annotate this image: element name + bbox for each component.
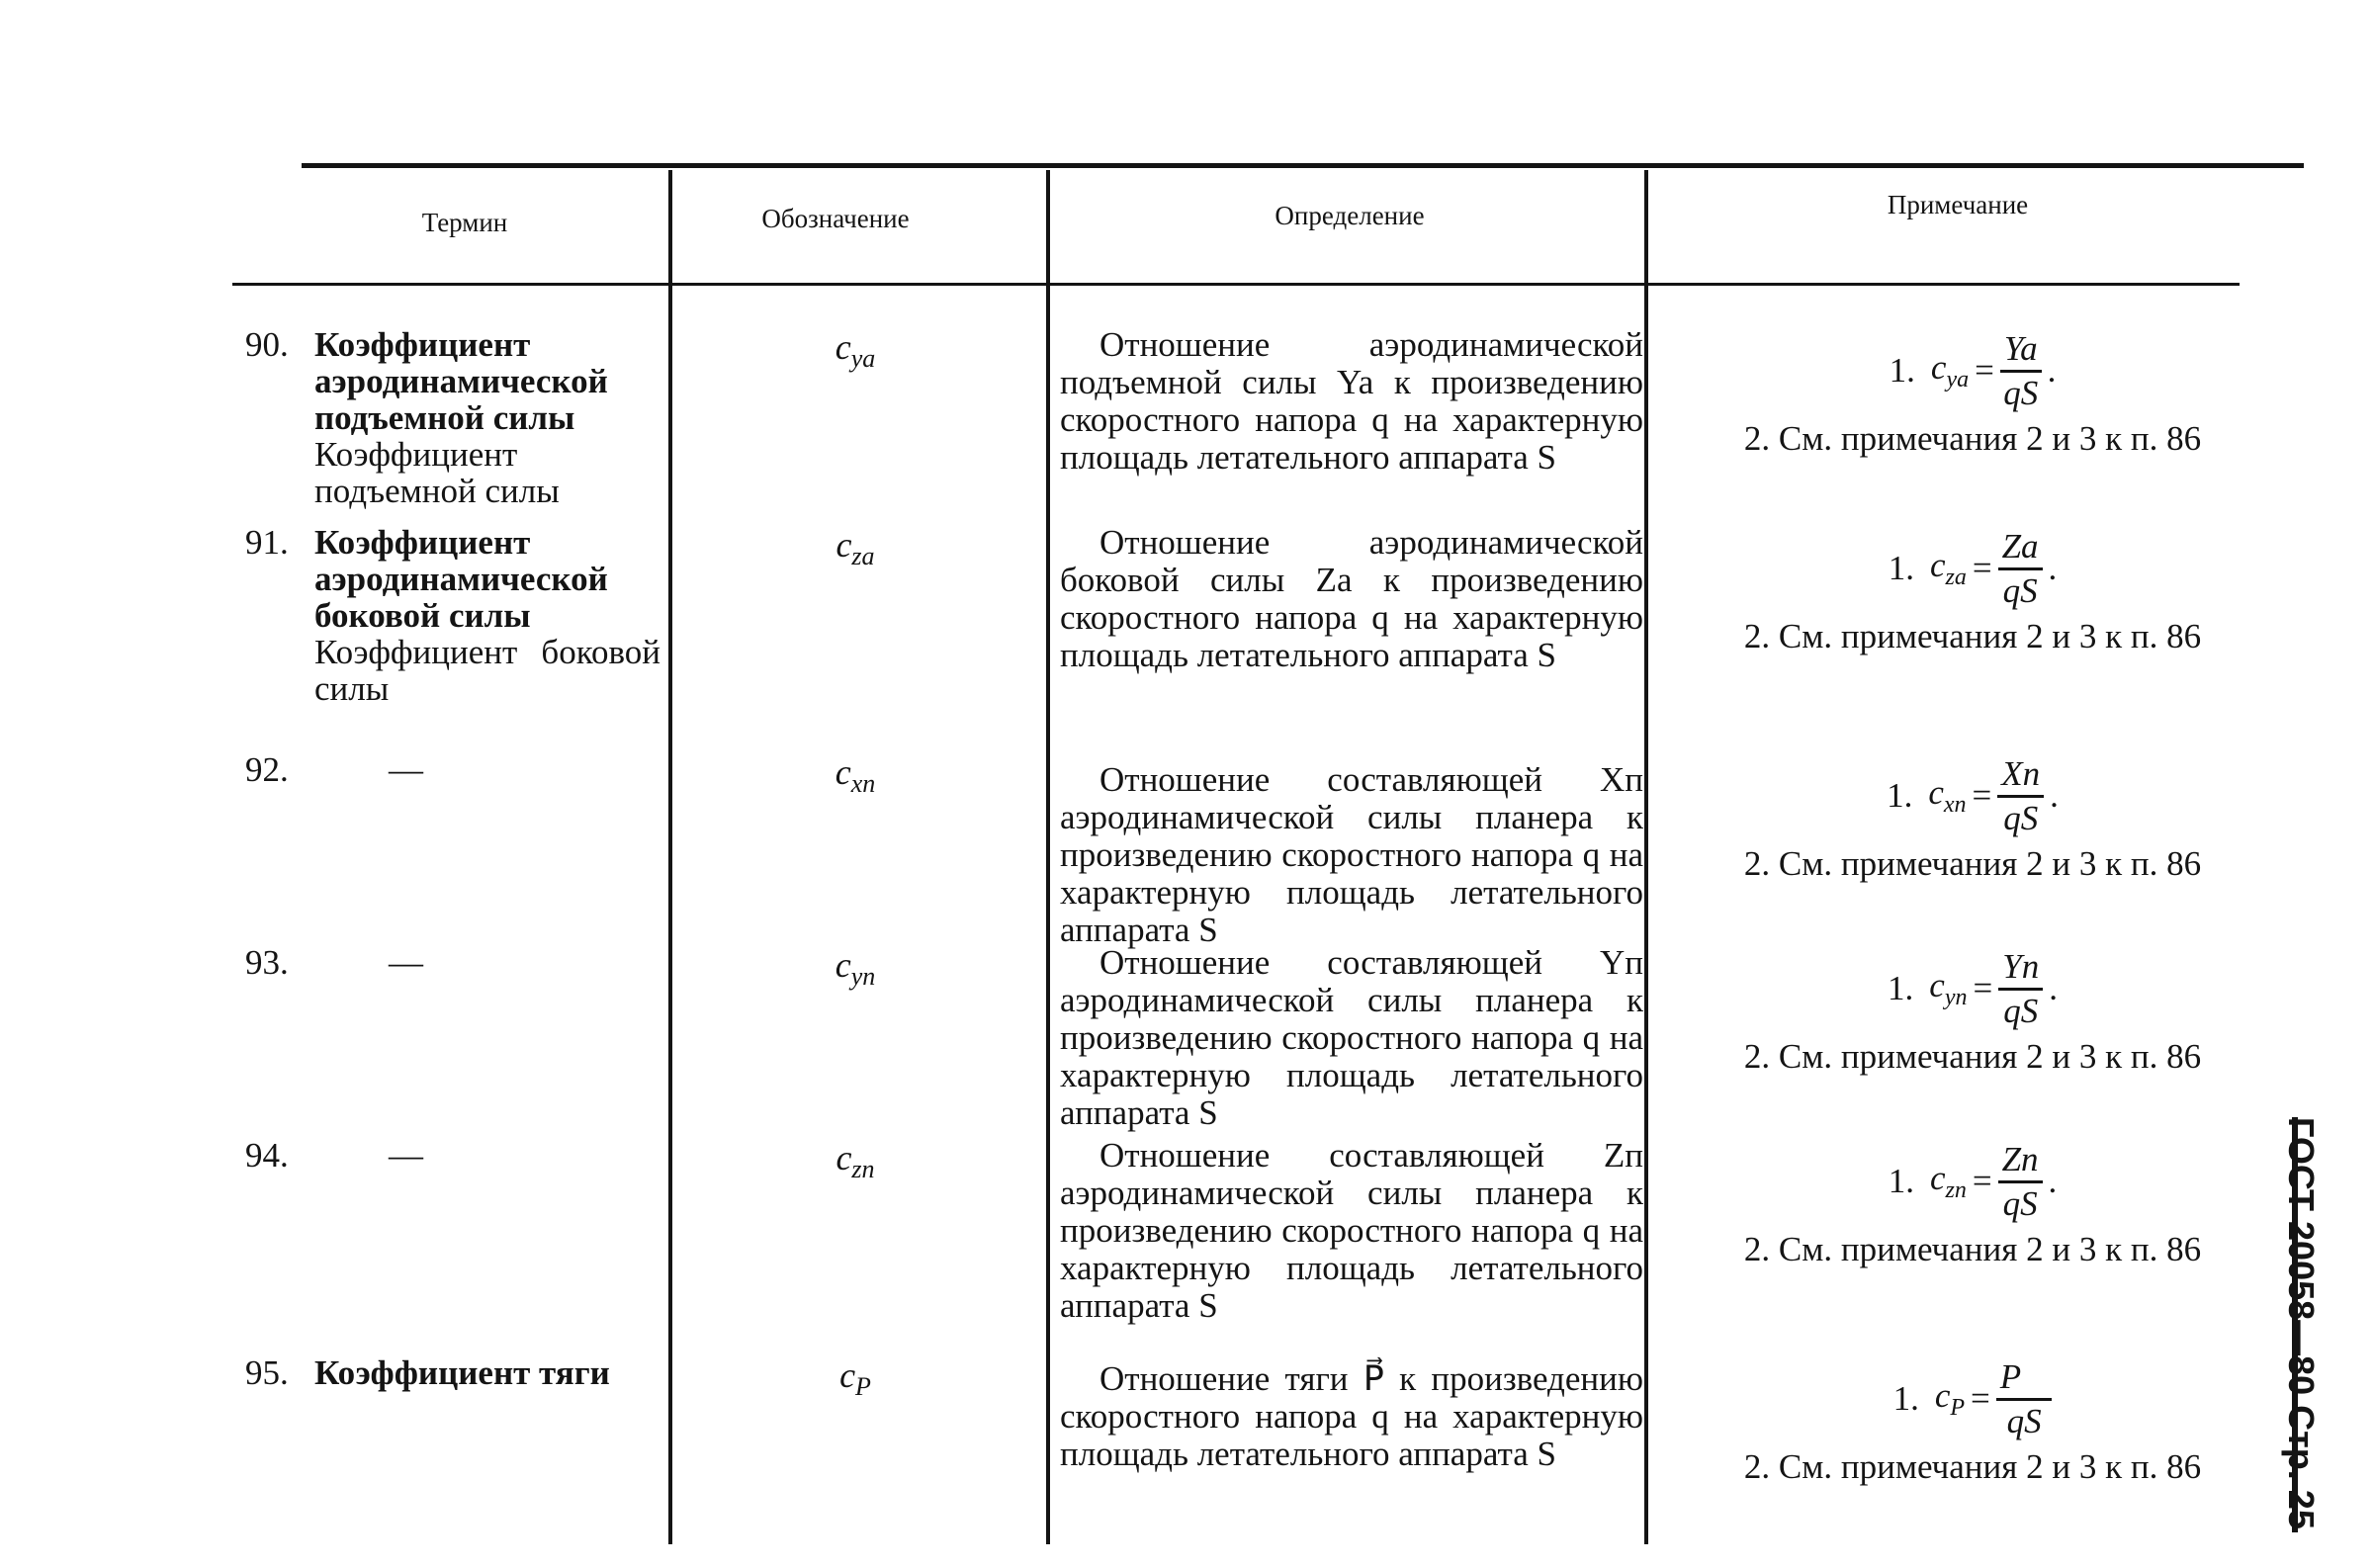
formula-fraction xyxy=(1998,526,2043,612)
formula-lhs-base: c xyxy=(1930,348,1947,387)
symbol-base: c xyxy=(839,1355,856,1395)
symbol-base: c xyxy=(835,1138,852,1177)
term-number: 90. xyxy=(245,325,289,364)
note-cell xyxy=(1681,326,2264,459)
note-text: 2. См. примечания 2 и 3 к п. 86 xyxy=(1743,1447,2202,1486)
term-bold: Коэффициент тяги xyxy=(314,1353,610,1392)
formula-lhs-base: c xyxy=(1928,773,1944,812)
definition-text: Отношение аэродинамической подъемной силы Ya к произведению скоростного напора q на характерную площадь летательного аппарата S xyxy=(1060,325,1643,477)
equals-sign: = xyxy=(1972,1162,1992,1200)
fraction-numerator: Za xyxy=(1998,526,2043,570)
note-text: 2. См. примечания 2 и 3 к п. 86 xyxy=(1743,1037,2202,1076)
formula-lhs xyxy=(1935,1376,1965,1422)
fraction-denominator: qS xyxy=(2002,570,2038,610)
formula-lhs-base: c xyxy=(1934,1376,1951,1415)
fraction-denominator: qS xyxy=(2003,798,2039,837)
symbol-subscript: zп xyxy=(851,1155,875,1184)
column-separator-3 xyxy=(1644,170,1648,1544)
term-bold: Коэффициент аэродинамической подъемной силы xyxy=(314,325,608,437)
symbol-cell xyxy=(672,751,1038,799)
symbol-cell xyxy=(672,326,1038,374)
formula-fraction xyxy=(1996,1356,2053,1442)
term-plain: Коэффициент боковой силы xyxy=(314,633,660,708)
note-cell xyxy=(1681,751,2264,884)
symbol-subscript: za xyxy=(851,542,875,571)
top-rule xyxy=(302,163,2304,168)
symbol-cell xyxy=(672,1354,1038,1402)
term-bold: Коэффициент аэродинамической боковой силы xyxy=(314,523,608,635)
equals-sign: = xyxy=(1975,351,1994,390)
note-cell xyxy=(1681,1354,2264,1487)
term-dash: — xyxy=(389,750,423,789)
term-number: 93. xyxy=(245,943,289,982)
formula-label: 1. xyxy=(1892,1379,1919,1418)
symbol-cell xyxy=(672,524,1038,571)
symbol-cell xyxy=(672,1137,1038,1184)
formula-lhs-sub: ya xyxy=(1946,367,1970,392)
formula-label: 1. xyxy=(1889,351,1915,390)
side-page-label: ГОСТ 20058—80 Стр. 25 xyxy=(2281,1117,2322,1529)
formula-label: 1. xyxy=(1888,549,1914,587)
symbol-subscript: yп xyxy=(850,962,876,992)
fraction-numerator: Xп xyxy=(1997,753,2044,798)
header-symbol: Обозначение xyxy=(761,204,910,233)
term-dash: — xyxy=(389,1136,423,1175)
term-plain: Коэффициент подъемной силы xyxy=(314,435,560,510)
equals-sign: = xyxy=(1973,969,1993,1007)
header-bottom-rule xyxy=(232,283,2240,286)
column-separator-2 xyxy=(1046,170,1050,1544)
formula-lhs xyxy=(1928,773,1966,819)
formula-period: . xyxy=(2050,776,2059,815)
term-number: 94. xyxy=(245,1136,289,1175)
term-dash: — xyxy=(389,943,423,982)
column-separator-1 xyxy=(668,170,672,1544)
definition-cell xyxy=(1060,761,1643,949)
note-formula xyxy=(1887,751,2059,840)
header-definition: Определение xyxy=(1275,201,1425,230)
formula-lhs-base: c xyxy=(1929,546,1946,584)
note-formula xyxy=(1889,524,2058,613)
fraction-numerator: P⃗ xyxy=(1996,1356,2053,1401)
definition-cell xyxy=(1060,944,1643,1132)
formula-period: . xyxy=(2048,1162,2058,1200)
fraction-denominator: qS xyxy=(2002,1183,2038,1223)
note-cell xyxy=(1681,1137,2264,1269)
note-formula xyxy=(1888,944,2058,1033)
formula-lhs-sub: yп xyxy=(1944,985,1968,1010)
formula-label: 1. xyxy=(1888,969,1914,1007)
term-number: 91. xyxy=(245,523,289,562)
formula-lhs-sub: za xyxy=(1945,565,1967,590)
note-text: 2. См. примечания 2 и 3 к п. 86 xyxy=(1743,419,2202,458)
equals-sign: = xyxy=(1972,549,1992,587)
equals-sign: = xyxy=(1972,776,1992,815)
formula-lhs-base: c xyxy=(1929,1159,1946,1197)
fraction-denominator: qS xyxy=(2006,1401,2042,1440)
symbol-subscript: xп xyxy=(850,769,876,799)
formula-lhs xyxy=(1930,546,1967,591)
formula-lhs-sub: zп xyxy=(1945,1177,1967,1203)
formula-lhs-base: c xyxy=(1929,966,1945,1004)
formula-period: . xyxy=(2048,549,2058,587)
definition-text: Отношение аэродинамической боковой силы Za к произведению скоростного напора q на характерную площадь летательного аппарата S xyxy=(1060,523,1643,674)
fraction-numerator: Ya xyxy=(2000,328,2042,373)
term-number: 95. xyxy=(245,1353,289,1392)
definition-text: Отношение составляющей Xп аэродинамической силы планера к произведению скоростного напора q на характерную площадь летательного аппарата S xyxy=(1060,760,1643,949)
header-note: Примечание xyxy=(1887,190,2029,219)
formula-lhs xyxy=(1929,966,1967,1011)
definition-text: Отношение тяги P⃗ к произведению скоростного напора q на характерную площадь летательного аппарата S xyxy=(1060,1359,1643,1473)
symbol-base: c xyxy=(835,327,851,367)
symbol-base: c xyxy=(835,945,851,985)
formula-lhs xyxy=(1930,1159,1967,1204)
header-term: Термин xyxy=(421,208,508,237)
fraction-denominator: qS xyxy=(2003,991,2039,1030)
formula-label: 1. xyxy=(1887,776,1913,815)
note-text: 2. См. примечания 2 и 3 к п. 86 xyxy=(1743,617,2202,655)
formula-lhs-sub: P xyxy=(1950,1395,1966,1421)
symbol-base: c xyxy=(835,525,852,565)
fraction-denominator: qS xyxy=(2003,373,2039,412)
formula-label: 1. xyxy=(1888,1162,1914,1200)
formula-fraction xyxy=(1998,1139,2043,1225)
symbol-subscript: ya xyxy=(850,344,876,374)
formula-period: . xyxy=(2047,351,2057,390)
fraction-numerator: Yп xyxy=(1998,946,2043,991)
fraction-numerator: Zп xyxy=(1998,1139,2043,1183)
definition-text: Отношение составляющей Yп аэродинамической силы планера к произведению скоростного напора q на характерную площадь летательного аппарата S xyxy=(1060,943,1643,1132)
note-formula xyxy=(1893,1354,2053,1443)
term-number: 92. xyxy=(245,750,289,789)
symbol-base: c xyxy=(835,752,851,792)
definition-cell xyxy=(1060,326,1643,477)
formula-lhs xyxy=(1931,348,1969,393)
equals-sign: = xyxy=(1971,1379,1990,1418)
formula-fraction xyxy=(1998,946,2043,1032)
note-text: 2. См. примечания 2 и 3 к п. 86 xyxy=(1743,1230,2202,1268)
definition-text: Отношение составляющей Zп аэродинамической силы планера к произведению скоростного напора q на характерную площадь летательного аппарата S xyxy=(1060,1136,1643,1325)
note-cell xyxy=(1681,944,2264,1077)
symbol-cell xyxy=(672,944,1038,992)
note-text: 2. См. примечания 2 и 3 к п. 86 xyxy=(1743,844,2202,883)
formula-fraction xyxy=(2000,328,2042,414)
formula-fraction xyxy=(1997,753,2044,839)
formula-lhs-sub: xп xyxy=(1943,792,1967,818)
definition-cell xyxy=(1060,1360,1643,1473)
symbol-subscript: P xyxy=(855,1372,871,1402)
note-formula xyxy=(1890,326,2057,415)
note-formula xyxy=(1889,1137,2058,1226)
definition-cell xyxy=(1060,1137,1643,1325)
note-cell xyxy=(1681,524,2264,656)
formula-period: . xyxy=(2049,969,2058,1007)
definition-cell xyxy=(1060,524,1643,674)
